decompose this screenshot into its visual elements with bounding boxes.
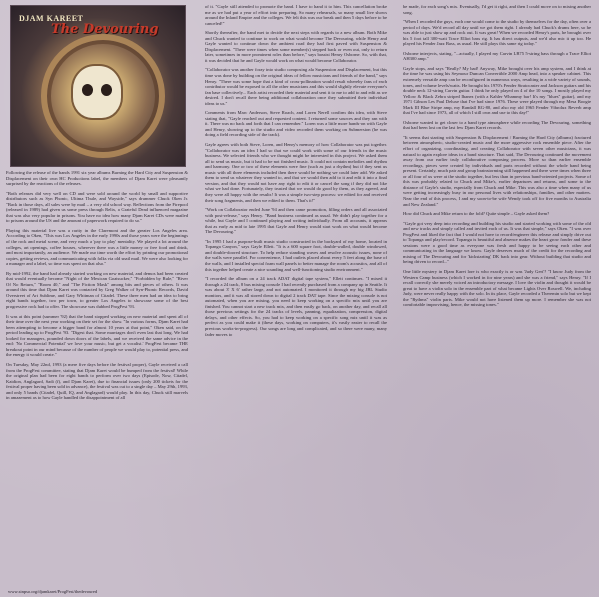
- paragraph: Comments from Marc Anderson, Steve Roach, and Loren Nerell confirm this idea, with Steve stating that, "Gayle reached out and requested content. I returned some sources and they ran with it. There was no back and forth that I can remember." Loren was a little more hands-on with Gayle and Henry, showing up to the studio and video recorded them working on Submersion (he was doing a field recording side of the track).: [205, 110, 387, 138]
- paragraph: On Tuesday, May 22nd, 1993 (a mere five days before the festival proper), Gayle received a call from the ProgFest committee, stating that Djam Karet would be bumped from the festival! While the original plan had been for eight bands to perform over two days (Episode, Now, Citadel, Kaidion, Anglagard, Sadi (f), and Djam Karet), due to financial issues (only 200 tickets for the festival proper having been sold in advance), the festival was cut to a single day – May 29th, 1993, and only 5 bands (Citadel, Quill, IQ, and Anglagard) would play. In this day, Chuck still marvels in amazement as to how Gayle handled the disappointment of all: [6, 361, 188, 401]
- article-column-3: [403, 4, 591, 589]
- paragraph: "When I recorded the guys, each one would come to the studio by themselves for the day, often over a period of days. We'd record all day until we got them right. I already had Chuck's drums here, so he was able to just show up and rock out. It was great! When we recorded Henry's parts, he brought over his 5 foot tall 300-watt Trace Elliot bass rig. It has direct outputs, and we'd also mic it up too. He played his Fender Jazz Bass, as usual. He still plays this same rig today.": [403, 19, 591, 47]
- album-art-eye-left: [82, 84, 93, 96]
- paragraph: It was at this point (summer '92) that the band stopped working on new material and spent all of their time over the next year working on their set for the show. "In various forms, Djam Karet had been attempting to become a bigger band for almost 10 years at that point," Oken said, on the period leading up to ProgFest '93. "Digest that. Some marriages don't even last that long. We had looked for managers, pounded down doors of the labels, and we received the same advice in the end: 'No Commercial Potential' we love your music, but get a vocalist.' ProgFest became THE breakout point in our mind because of the number of people we would play to, potential press, and the energy it would create.": [6, 313, 188, 358]
- paragraph: "Gayle got very deep into recording and building his studio and started working with some of the old and new tracks and simply called and invited each of us. It was that simple," says Oken. "I was over ProgFest and liked the fact that I would not have to record/engineer this release and simply drive out to Topanga and play/record. Topanga is beautiful and absence makes the heart grow fonder and these sessions were a good time as everyone was fresh and happy to be seeing each other and communicating in the language we know. Gayle deserves much of the credit for the recording and mixing of The Devouring and for 'kickstarting' DK back into gear. Without building that studio and being driven to record...": [403, 220, 591, 265]
- paragraph: "I recorded the album on a 24 track ADAT digital tape system," Ellett continues. "I mixed it through a 24 track, 8 bus mixing console I had recently purchased from a company up in Seattle. It was about 3' X 6' rather large, and not automated. I monitored it through my big JBL Studio monitors, and it was all stored down to digital 2 track DAT tape. Since the mixing console is not automated, when you are mixing, you need to keep working on a specific mix until you are finished. You cannot start a new track mix, and then easily go back, on another day, and recall all those previous settings for the 24 tracks of levels, panning, equalization, compression, digital delays, and other effects. So, you had to keep working on a specific song mix until it was as perfect as you could make it (these days, working on computers, it's vastly easier to recall the previous works-in-progress). Our songs are long and complicated, and so there were many, many fader moves to: [205, 276, 387, 337]
- album-title: The Devouring: [51, 22, 159, 37]
- paragraph: "Collaborator was another foray into studio composing ala Suspension and Displacement, but this time was done by building on the original ideas of fellow musicians and friends of the band," says Henry. "There was some hope that a kind of cross-pollination would result whereby fans of each contributor would be exposed to all the other musicians and this would slightly elevate everyone's fan base collectively... Each artist recorded their material and sent it to me to add to and edit as we desired. I don't recall there being additional collaboration once they submitted their individual ideas to us.": [205, 67, 387, 106]
- paragraph: Osborne wanted to get closer to a band type atmosphere while recording The Devouring, something that had been lost on the last few Djam Karet records.: [403, 119, 591, 131]
- paragraph: Osborne interjects, stating, "...actually, I played my Carvin LB75 5-string bass through a Trace Elliot AH300 amp.": [403, 50, 591, 62]
- album-cover-image: [10, 5, 186, 167]
- album-band-name: DJAM KAREET: [19, 14, 84, 23]
- paragraph: Gayle agrees with both Steve, Loren, and Henry's memory of how Collaborator was put together. "Collaborator was an idea I had so that we could work with some of our friends in the music business. We selected friends who we thought might be interested in this project. We asked them all to send us music, but it had to be not finished music. It could not contain melodies and rhythm and harmony. One or two of these elements were fine (such as just a rhythm) but if they sent us music with all three elements included then there would be nothing we could later add. We asked them to send us whatever they wanted to, and that we would then add to it and edit it into a final version, and that they would not have any right to edit it or cancel the song if they did not like what we had done. Fortunately, they trusted that we would do good by them, as they agreed, and they were all happy with the results! It was a simple two-step process: we edited for and received their song fragments, and then we edited to them. That's it!": [205, 142, 387, 203]
- paragraph: Gayle stops, and says "Really? My bad! Anyway, Mike brought over his amp system, and I think at the time he was using his Seymour Duncan Convertible 2000 Amp head, into a speaker cabinet. This extremely versatile amp can be reconfigured in numerous ways, resulting in a wide variety of sounds, tones, and volume levels/watts. He brought his 1970's Fender Stratocaster and Jackson guitars and his double neck 12-string Carvin guitar. I think he only played on 4 of the 10 songs. I mostly played my Yellow & Black Zebra striped Ibanez (with a Kahler Whammy bar! It's my "blues" guitar), and my 1971 Gibson Les Paul Deluxe that I've had since 1976. These were played through my Mesa Boogie Mark III Blue Stripe amp, my Randall RG-80, and also my old 1965 Fender Vibrolux Reverb amp that I've had since 1973, all of which I still own and use to this day!": [403, 65, 591, 116]
- paragraph: Playing this material live was a rarity in the Claremont and the greater Los Angeles area. According to Oken, "This was Los Angeles in the early 1990s and those years were the beginnings of the rock and metal scene, and very much a 'pay to play' mentality. We played a lot around the colleges, art openings, coffee houses, wherever there was a little money or free food and drink, and most importantly, an audience. We made our time worth the effort by printing our promotional copies, getting reviews, and communicating with folks via old snail mail. We were also looking for a manager and a label, so time was spent on that also.": [6, 227, 188, 267]
- paragraph: be made, for each song's mix. Eventually, I'd get it right, and then I could move on to mixing another song.: [403, 4, 591, 15]
- footer-url: www.sinpso.org/djamkaret/ProgFest/thedevoured: [8, 589, 98, 594]
- paragraph: Following the release of the bands 1991 six year albums Burning the Hard City and Suspension & Displacement on their own HC Productions label, the members of Djam Karet were pleasantly surprised by the reactions of the releases.: [6, 170, 188, 187]
- paragraph: How did Chuck and Mike return to the fold? Quite simple – Gayle asked them?: [403, 211, 550, 217]
- paragraph: "In 1995 I had a purpose-built music studio constructed in the backyard of my home, located in Topanga Canyon," says Gayle Ellett. "It is a 600 square foot, double-walled, double windowed, and double-doored structure. To help reduce standing waves and resolve acoustic issues, none of the walls were parallel. For convenience, I had outlets placed about every 5 feet along the base of the walls, and I installed special foam wall panels to better manage the room's acoustics, and all of this together helped create a nice sounding and well-functioning studio environment.": [205, 238, 387, 272]
- paragraph: "It seems that starting with Suspension & Displacement / Burning the Hard City (albums) fractured between atmospheric, studio-created music and the more aggressive rock ensemble piece. After the effort of organizing, coordinating, and creating Collaborator with seven other musicians, it was natural to again explore ideas in a band structure. That said, The Devouring continued the movement away from our earlier truly collaborative composing process. More so than earlier ensemble recordings, pieces were created by individuals and parts recorded without the whole band being present. Certainly, much pair and group brainstorming still happened and there were times when three or all four of us were at the studio together, but less than in previous band-oriented projects. Some of this was probably related to Chuck and Mike's, earlier departures and returns, and some to the distance of Gayle's studio, especially from Chuck and Mike. This was also a time when many of us were getting increasingly busy in our personal lives with relationships, families, and other matters. Near the end of this process, I and my soon-to-be wife Wendy took off for five months to Australia and New Zealand.": [403, 134, 591, 207]
- album-art-eye-right: [101, 84, 112, 96]
- paragraph: "Both releases did very well on CD and were sold around the world by small and supportive distributors such as Syn Phonic, Ultima Thule, and Wayside," says drummer Chuck Oken Jr. "Back in those days, all sales were by mail – a very old school way. Reflections from the Firepool (released in 1989) had given us some press through Relix, a Grateful Dead influenced magazine that was also very popular in prisons. You have no idea how many Djam Karet CDs were mailed to prisons around the US and the amount of paperwork required to do so.": [6, 190, 188, 224]
- album-art-skull: [73, 66, 121, 118]
- article-column-2: [205, 4, 387, 589]
- paragraph: Shortly thereafter, the band met to decide the next steps with regards to a new album. Both Mike and Chuck wanted to continue to work on what would become The Devouring, while Henry and Gayle wanted to continue down the ambient road they had first paved with Suspension & Displacement. "There were times when some member(s) stepped back or even out, only to return later, sometimes in more prominent roles than before," says bassist Henry Osborne. So, with that, it was decided that he and Gayle would work on what would become Collaborator.: [205, 30, 387, 63]
- paragraph: of it. "Gayle still attended to promote the band. I have to hand it to him. This cancellation broke me as we had put a year of effort into preparing. So many rehearsals, so many small live shows around the Inland Empire and the colleges. We felt this was our break and then 5 days before to be canceled!": [205, 4, 387, 26]
- paragraph: "Work on Collaborator ended June '94 and then came promotion, filling orders and all associated with post-release," says Henry. "Band business continued as usual. We didn't play together for a while, but Gayle and I continued playing and writing individually. From all accounts, it appears that as early as mid to late 1995 that Gayle and Henry would start work on what would become The Devouring.": [205, 207, 387, 235]
- article-column-1: [6, 170, 188, 580]
- paragraph: One little mystery in Djam Karet lore is who exactly is or was 'Judy Gert'? "I know Judy from the Western Camp business (which I worked in for nine years) and she was a friend," says Henry. "If I recall correctly she merely voiced an introductory message. I love the violin and thought it would be great to have a violin solo in the ensemble part of what became Lights Over Roswell. We, including Judy, were never really happy with the solo. In its place, Gayle recorded a Theremin solo but we kept the "Rythms" violin parts. Mike would not have listened them up more. I remember she was not comfortable improvising, hence, the missing tones.": [403, 268, 591, 308]
- paragraph: By mid-1992, the band had already started working on new material, and demos had been created that would eventually become "Night of the Mexican Goatsucker," "Forbidden by Rule," "River Of No Return," "Room 40," and "The Fiction Mask" among bits and pieces of others. It was around this time that Djam Karet was contacted by Greg Walker of Syn-Phonic Records, David Overstreet of Art Sublime, and Gary Whitman of Citadel. These three men had an idea to bring eight bands together, two per town, to greater Los Angeles to showcase some of the best progressive rock had to offer. The showcase was dubbed ProgFest '93.: [6, 270, 188, 310]
